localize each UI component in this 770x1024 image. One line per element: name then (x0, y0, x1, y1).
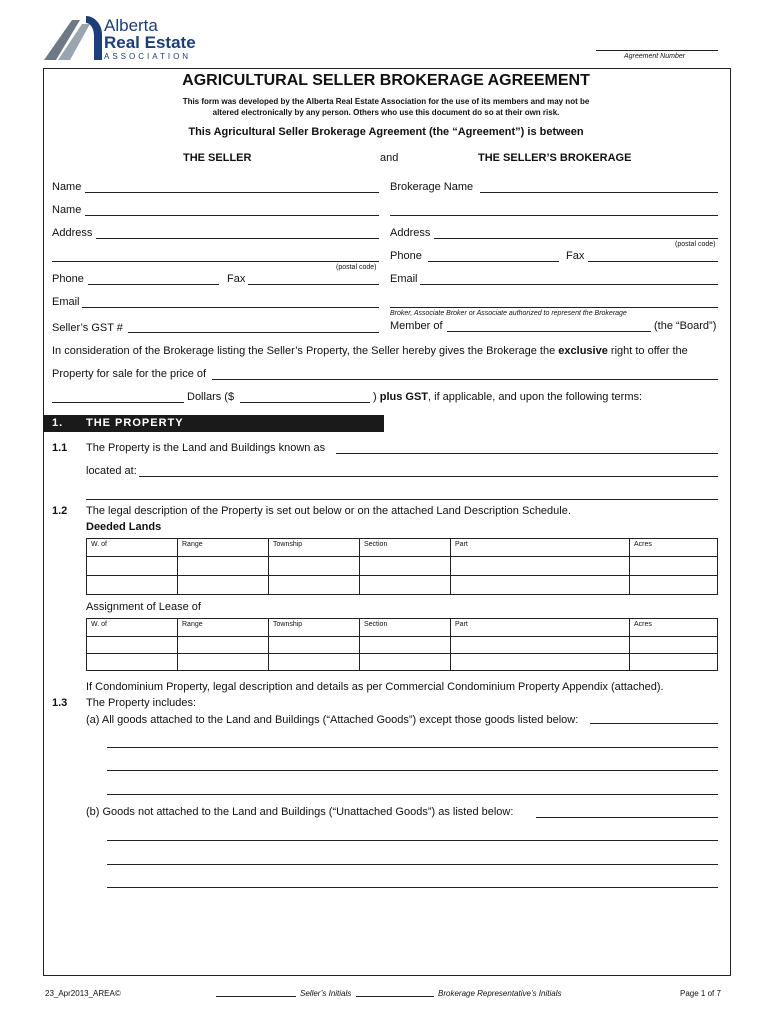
deeded-lands-label: Deeded Lands (86, 521, 162, 533)
broker-note: Broker, Associate Broker or Associate authorized to represent the Brokerage (390, 310, 627, 317)
brokerage-initials-label: Brokerage Representative’s Initials (438, 989, 562, 998)
seller-initials-field[interactable] (216, 996, 296, 997)
table-cell[interactable] (451, 557, 630, 576)
table-cell[interactable] (269, 654, 360, 671)
table-row[interactable] (87, 637, 718, 654)
deeded-lands-table (86, 538, 718, 595)
table-cell[interactable] (269, 557, 360, 576)
table-cell[interactable] (360, 576, 451, 595)
seller-name-field[interactable] (85, 192, 379, 193)
seller-phone-label: Phone (52, 273, 84, 285)
seller-fax-field[interactable] (248, 284, 379, 285)
brokerage-name-label: Brokerage Name (390, 181, 474, 193)
table-cell[interactable] (269, 576, 360, 595)
table-cell[interactable] (451, 637, 630, 654)
consideration-text (52, 345, 688, 357)
seller-name2-field[interactable] (85, 215, 379, 216)
brokerage-phone-field[interactable] (428, 261, 559, 262)
table-cell[interactable] (451, 654, 630, 671)
seller-name2-label: Name (52, 204, 82, 216)
table-row[interactable] (87, 576, 718, 595)
seller-fax-label: Fax (227, 273, 246, 285)
header-range: Range (178, 539, 269, 557)
price-label: Property for sale for the price of (52, 368, 207, 380)
s1-3-text: The Property includes: (86, 697, 197, 709)
seller-gst-label: Seller’s GST # (52, 322, 123, 334)
brokerage-name-field[interactable] (480, 192, 718, 193)
attached-goods-line-2[interactable] (107, 770, 718, 771)
paren-close: ) (373, 391, 380, 403)
section-1-number: 1. (52, 417, 64, 429)
brokerage-name2-field[interactable] (390, 215, 718, 216)
brokerage-address-field[interactable] (434, 238, 718, 239)
table-cell[interactable] (630, 637, 718, 654)
seller-email-label: Email (52, 296, 80, 308)
table-row[interactable] (87, 557, 718, 576)
unattached-goods-text: (b) Goods not attached to the Land and Buildings (“Unattached Goods”) as listed below: (86, 806, 514, 818)
brokerage-email-label: Email (390, 273, 418, 285)
price-amount-field[interactable] (240, 402, 370, 403)
brokerage-fax-label: Fax (566, 250, 585, 262)
consideration-bold: exclusive (558, 345, 608, 357)
logo-swoosh-icon (42, 14, 104, 62)
seller-initials-label: Seller’s Initials (300, 989, 352, 998)
logo-line1: Alberta (104, 16, 158, 35)
brokerage-postal-label: (postal code) (675, 241, 716, 248)
attached-goods-line-1[interactable] (107, 747, 718, 748)
s1-3-number: 1.3 (52, 697, 68, 709)
table-cell[interactable] (630, 576, 718, 595)
lease-table (86, 618, 718, 671)
header-acres: Acres (630, 539, 718, 557)
logo-line2: Real Estate (104, 33, 196, 52)
plus-gst: plus GST (379, 391, 429, 403)
brokerage-phone-label: Phone (390, 250, 422, 262)
s1-2-text: The legal description of the Property is set out below or on the attached Land Description Schedule. (86, 505, 571, 517)
table-cell[interactable] (178, 637, 269, 654)
form-title: AGRICULTURAL SELLER BROKERAGE AGREEMENT (182, 72, 590, 89)
lease-label: Assignment of Lease of (86, 601, 201, 613)
agreement-number-label: Agreement Number (624, 53, 686, 60)
intro-text: This Agricultural Seller Brokerage Agreement (the “Agreement”) is between (188, 126, 584, 138)
header-section: Section (360, 619, 451, 637)
header-township: Township (269, 539, 360, 557)
table-row[interactable] (87, 654, 718, 671)
header-part: Part (451, 539, 630, 557)
table-cell[interactable] (87, 654, 178, 671)
terms-post: , if applicable, and upon the following terms: (428, 391, 643, 403)
table-cell[interactable] (360, 637, 451, 654)
member-of-field[interactable] (447, 331, 651, 332)
located-at-field2[interactable] (86, 499, 718, 500)
page-number: Page 1 of 7 (680, 989, 721, 998)
located-at-field[interactable] (139, 476, 718, 477)
seller-address-field2[interactable] (52, 261, 379, 262)
brokerage-initials-field[interactable] (356, 996, 434, 997)
table-cell[interactable] (178, 654, 269, 671)
table-cell[interactable] (360, 557, 451, 576)
table-cell[interactable] (87, 576, 178, 595)
broker-field[interactable] (390, 307, 718, 308)
price-words-field2[interactable] (52, 402, 184, 403)
unattached-goods-line-3[interactable] (107, 887, 718, 888)
attached-goods-field[interactable] (590, 723, 718, 724)
table-cell[interactable] (269, 637, 360, 654)
brokerage-email-field[interactable] (420, 284, 718, 285)
seller-phone-field[interactable] (88, 284, 219, 285)
dollars-label: Dollars ($ (187, 391, 235, 403)
header-part: Part (451, 619, 630, 637)
logo (42, 14, 202, 62)
header-section: Section (360, 539, 451, 557)
header-w-of: W. of (87, 619, 178, 637)
table-header-row (87, 619, 718, 637)
table-cell[interactable] (87, 637, 178, 654)
attached-goods-text: (a) All goods attached to the Land and Buildings (“Attached Goods”) except those goods listed below: (86, 714, 579, 726)
table-cell[interactable] (178, 576, 269, 595)
unattached-goods-line-2[interactable] (107, 864, 718, 865)
disclaimer-line1: This form was developed by the Alberta Real Estate Association for the use of its members and may not be (182, 97, 590, 106)
condo-text: If Condominium Property, legal description and details as per Commercial Condominium Property Appendix (attached). (86, 681, 664, 693)
disclaimer-line2: altered electronically by any person. Others who use this document do so at their own risk. (212, 108, 560, 117)
property-known-as-field[interactable] (336, 453, 718, 454)
seller-gst-field[interactable] (128, 332, 379, 333)
seller-name-label: Name (52, 181, 82, 193)
attached-goods-line-3[interactable] (107, 794, 718, 795)
table-cell[interactable] (178, 557, 269, 576)
brokerage-heading: THE SELLER’S BROKERAGE (478, 152, 632, 164)
consideration-pre: In consideration of the Brokerage listing the Seller’s Property, the Seller hereby gives the Brokerage the (52, 345, 559, 357)
brokerage-fax-field[interactable] (588, 261, 718, 262)
agreement-number-line[interactable] (596, 50, 718, 51)
header-w-of: W. of (87, 539, 178, 557)
seller-postal-label: (postal code) (336, 264, 377, 271)
s1-1-number: 1.1 (52, 442, 68, 454)
price-words-field[interactable] (212, 379, 718, 380)
seller-email-field[interactable] (82, 307, 379, 308)
header-acres: Acres (630, 619, 718, 637)
header-range: Range (178, 619, 269, 637)
brokerage-address-label: Address (390, 227, 431, 239)
table-cell[interactable] (451, 576, 630, 595)
table-cell[interactable] (630, 654, 718, 671)
terms-text (373, 391, 642, 403)
table-cell[interactable] (360, 654, 451, 671)
seller-address-field[interactable] (96, 238, 379, 239)
header-township: Township (269, 619, 360, 637)
located-at-label: located at: (86, 465, 137, 477)
unattached-goods-field[interactable] (536, 817, 718, 818)
unattached-goods-line-1[interactable] (107, 840, 718, 841)
table-header-row (87, 539, 718, 557)
seller-address-label: Address (52, 227, 93, 239)
member-of-label: Member of (390, 320, 443, 332)
s1-2-number: 1.2 (52, 505, 68, 517)
logo-line3: ASSOCIATION (104, 52, 192, 61)
and-text: and (380, 152, 399, 164)
section-1-header (43, 415, 384, 432)
table-cell[interactable] (87, 557, 178, 576)
seller-heading: THE SELLER (183, 152, 252, 164)
table-cell[interactable] (630, 557, 718, 576)
section-1-title: THE PROPERTY (86, 417, 184, 429)
consideration-post: right to offer the (607, 345, 688, 357)
board-label: (the “Board”) (654, 320, 717, 332)
s1-1-text: The Property is the Land and Buildings known as (86, 442, 326, 454)
footer-code: 23_Apr2013_AREA© (45, 989, 121, 998)
